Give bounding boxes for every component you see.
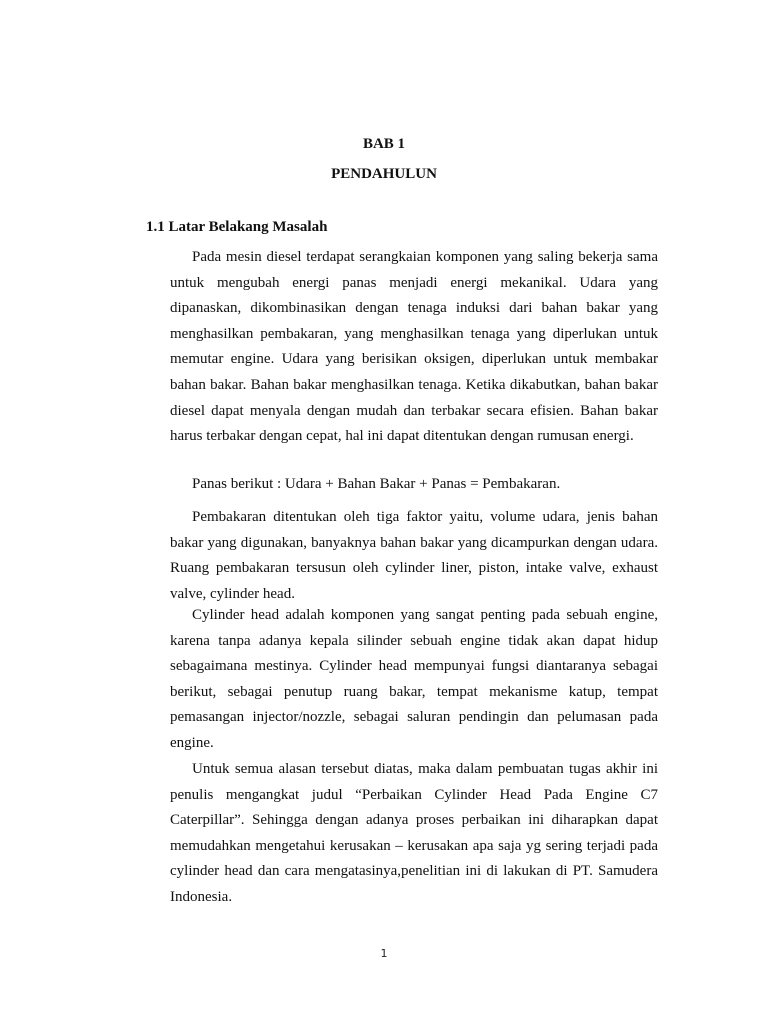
page-number: 1 <box>380 947 388 960</box>
chapter-number: BAB 1 <box>362 136 406 152</box>
chapter-title: PENDAHULUN <box>331 166 437 182</box>
paragraph-combustion-factors: Pembakaran ditentukan oleh tiga faktor yaitu, volume udara, jenis bahan bakar yang digunakan, banyaknya bahan bakar yang dicampurkan dengan udara. Ruang pembakaran tersusun oleh cylinder liner, piston, intake valve, exhaust valve, cylinder head. <box>170 509 658 602</box>
section-heading: 1.1 Latar Belakang Masalah <box>146 219 328 235</box>
paragraph-background-intro: Pada mesin diesel terdapat serangkaian komponen yang saling bekerja sama untuk mengubah energi panas menjadi energi mekanikal. Udara yang dipanaskan, dikombinasikan dengan tenaga induksi dari bahan bakar yang menghasilkan pembakaran, yang menghasilkan tenaga yang diperlukan untuk memutar engine. Udara yang berisikan oksigen, diperlukan untuk membakar bahan bakar. Bahan bakar menghasilkan tenaga. Ketika dikabutkan, bahan bakar diesel dapat menyala dengan mudah dan terbakar secara efisien. Bahan bakar harus terbakar dengan cepat, hal ini dapat ditentukan dengan rumusan energi. <box>170 249 658 445</box>
paragraph-combustion-formula: Panas berikut : Udara + Bahan Bakar + Panas = Pembakaran. <box>192 476 561 492</box>
paragraph-thesis-purpose: Untuk semua alasan tersebut diatas, maka dalam pembuatan tugas akhir ini penulis mengangkat judul “Perbaikan Cylinder Head Pada Engine C7 Caterpillar”. Sehingga dengan adanya proses perbaikan ini diharapkan dapat memudahkan mengetahui kerusakan – kerusakan apa saja yg sering terjadi pada cylinder head dan cara mengatasinya,penelitian ini di lakukan di PT. Samudera Indonesia. <box>170 761 658 905</box>
paragraph-cylinder-head: Cylinder head adalah komponen yang sangat penting pada sebuah engine, karena tanpa adanya kepala silinder sebuah engine tidak akan dapat hidup sebagaimana mestinya. Cylinder head mempunyai fungsi diantaranya sebagai berikut, sebagai penutup ruang bakar, tempat mekanisme katup, tempat pemasangan injector/nozzle, sebagai saluran pendingin dan pelumasan pada engine. <box>170 607 658 751</box>
